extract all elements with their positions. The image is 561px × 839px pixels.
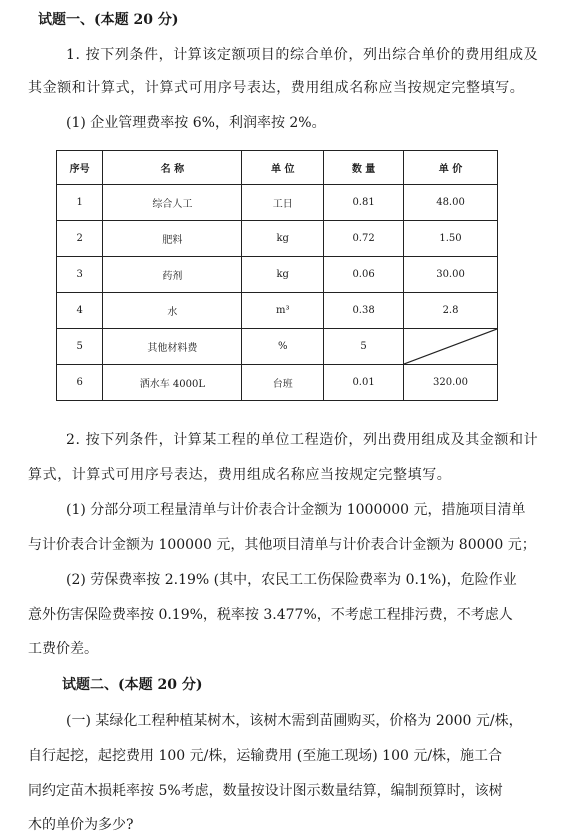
cell-price: 30.00 xyxy=(404,257,498,293)
cell-price: 2.8 xyxy=(404,293,498,329)
table-row xyxy=(57,185,498,221)
table-row xyxy=(57,293,498,329)
s2-line-1: (一) 某绿化工程种植某树木，该树木需到苗圃购买，价格为 2000 元/株， xyxy=(66,713,523,729)
col-header-no: 序号 xyxy=(57,151,103,185)
table-row xyxy=(57,257,498,293)
q2-line-6: 意外伤害保险费率按 0.19%，税率按 3.477%，不考虑工程排污费，不考虑人 xyxy=(28,607,513,623)
q1-line-2: 其金额和计算式，计算式可用序号表达，费用组成名称应当按规定完整填写。 xyxy=(28,80,525,96)
cell-name: 药剂 xyxy=(103,257,242,293)
table-header-row xyxy=(57,151,498,185)
section1-heading: 试题一、(本题 20 分) xyxy=(38,12,179,28)
s2-line-3: 同约定苗木损耗率按 5%考虑，数量按设计图示数量结算，编制预算时，该树 xyxy=(28,783,503,799)
table-row xyxy=(57,365,498,401)
cell-price: 48.00 xyxy=(404,185,498,221)
cell-unit: 工日 xyxy=(242,185,324,221)
col-header-unit: 单 位 xyxy=(242,151,324,185)
cell-qty: 0.38 xyxy=(324,293,404,329)
cell-qty: 0.01 xyxy=(324,365,404,401)
cell-unit: % xyxy=(242,329,324,365)
cell-qty: 0.06 xyxy=(324,257,404,293)
cell-unit: kg xyxy=(242,221,324,257)
cell-name: 综合人工 xyxy=(103,185,242,221)
cell-name: 水 xyxy=(103,293,242,329)
col-header-qty: 数 量 xyxy=(324,151,404,185)
cell-no: 6 xyxy=(57,365,103,401)
cell-price: 1.50 xyxy=(404,221,498,257)
q2-line-4: 与计价表合计金额为 100000 元，其他项目清单与计价表合计金额为 80000 元； xyxy=(28,537,536,553)
cell-name: 其他材料费 xyxy=(103,329,242,365)
cell-name: 肥料 xyxy=(103,221,242,257)
table-row xyxy=(57,221,498,257)
cell-no: 4 xyxy=(57,293,103,329)
s2-line-4: 木的单价为多少? xyxy=(28,817,134,833)
cell-no: 5 xyxy=(57,329,103,365)
q2-line-5: (2) 劳保费率按 2.19% (其中，农民工工伤保险费率为 0.1%)，危险作业 xyxy=(66,572,517,588)
cell-price: 320.00 xyxy=(404,365,498,401)
diagonal-strike xyxy=(404,329,497,364)
cell-name: 洒水车 4000L xyxy=(103,365,242,401)
cell-no: 1 xyxy=(57,185,103,221)
cell-qty: 0.81 xyxy=(324,185,404,221)
s2-line-2: 自行起挖，起挖费用 100 元/株，运输费用 (至施工现场) 100 元/株，施工合 xyxy=(28,748,503,764)
table-row xyxy=(57,329,498,365)
col-header-name: 名 称 xyxy=(103,151,242,185)
cell-no: 2 xyxy=(57,221,103,257)
cell-unit: kg xyxy=(242,257,324,293)
q2-line-1: 2. 按下列条件，计算某工程的单位工程造价，列出费用组成及其金额和计 xyxy=(66,432,539,448)
cell-unit: 台班 xyxy=(242,365,324,401)
cell-no: 3 xyxy=(57,257,103,293)
q2-line-3: (1) 分部分项工程量清单与计价表合计金额为 1000000 元，措施项目清单 xyxy=(66,502,526,518)
cell-qty: 5 xyxy=(324,329,404,365)
col-header-price: 单 价 xyxy=(404,151,498,185)
cell-qty: 0.72 xyxy=(324,221,404,257)
cell-unit: m³ xyxy=(242,293,324,329)
q2-line-2: 算式，计算式可用序号表达，费用组成名称应当按规定完整填写。 xyxy=(28,467,452,483)
q2-line-7: 工费价差。 xyxy=(28,641,98,657)
q1-condition-1: (1) 企业管理费率按 6%，利润率按 2%。 xyxy=(66,115,326,131)
q1-line-1: 1. 按下列条件，计算该定额项目的综合单价，列出综合单价的费用组成及 xyxy=(66,47,539,63)
unit-price-table xyxy=(56,150,498,401)
cell-price-empty xyxy=(404,329,498,365)
section2-heading: 试题二、(本题 20 分) xyxy=(62,677,203,693)
